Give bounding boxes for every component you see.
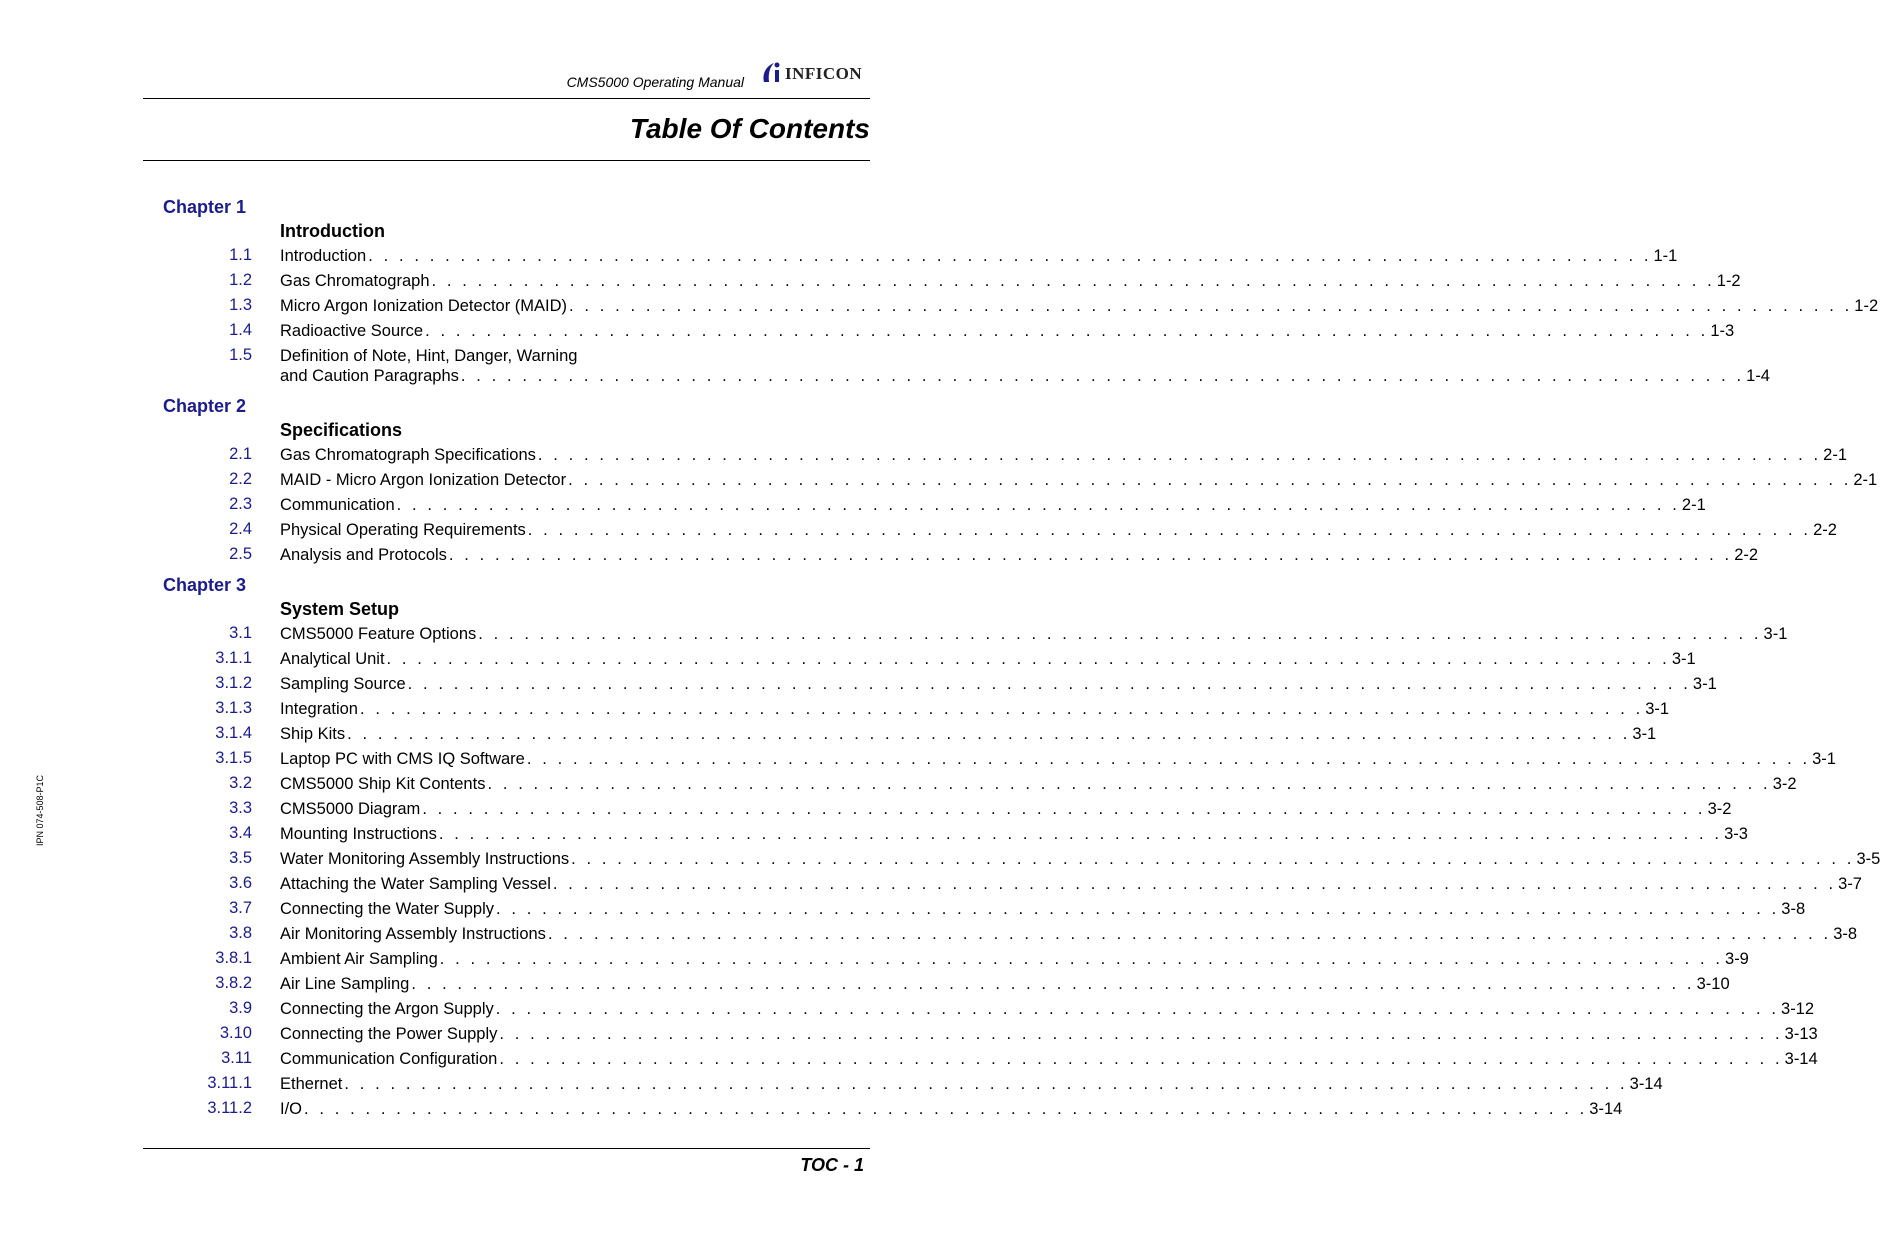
section-title: Micro Argon Ionization Detector (MAID)	[280, 297, 568, 315]
leader-row	[280, 949, 1749, 969]
section-title: Water Monitoring Assembly Instructions	[280, 850, 570, 868]
toc-entry-body	[280, 674, 1717, 694]
toc-entry[interactable]	[0, 697, 1670, 722]
leader-row	[280, 849, 1880, 869]
toc-entry[interactable]	[0, 947, 1749, 972]
toc-entry[interactable]	[0, 1097, 1623, 1122]
dot-leader: . . . . . . . . . . . . . . . . . . . . . . . . . . . . . . . . . . . . . . . . . . . . . . . . . . . . . . . . . . . . . . . . . . . . . . . . . . . . . . . . . . . .	[478, 625, 1762, 643]
leader-row	[280, 271, 1741, 291]
section-title: Analytical Unit	[280, 650, 385, 668]
section-number-link[interactable]: 3.9	[229, 999, 252, 1017]
toc-entry[interactable]	[0, 518, 1837, 543]
toc-entry-body	[280, 649, 1696, 669]
dot-leader: . . . . . . . . . . . . . . . . . . . . . . . . . . . . . . . . . . . . . . . . . . . . . . . . . . . . . . . . . . . . . . . . . . . . . . . . . . . . . . . . . . . .	[526, 750, 1811, 768]
toc-entry-body	[280, 699, 1670, 719]
dot-leader: . . . . . . . . . . . . . . . . . . . . . . . . . . . . . . . . . . . . . . . . . . . . . . . . . . . . . . . . . . . . . . . . . . . . . . . . . . . . . . . . . . . .	[547, 925, 1832, 943]
toc-entry[interactable]	[0, 797, 1732, 822]
page-reference: 3-14	[1589, 1100, 1623, 1118]
section-title: Communication	[280, 496, 395, 514]
page-reference: 2-1	[1853, 471, 1878, 489]
page-reference: 3-2	[1707, 800, 1732, 818]
dot-leader: . . . . . . . . . . . . . . . . . . . . . . . . . . . . . . . . . . . . . . . . . . . . . . . . . . . . . . . . . . . . . . . . . . . . . . . . . . . . . . . . . . . .	[487, 775, 1771, 793]
section-title: CMS5000 Diagram	[280, 800, 421, 818]
toc-entry[interactable]	[0, 344, 1770, 389]
toc-entry-body	[280, 999, 1815, 1019]
leader-row	[280, 470, 1878, 490]
toc-entry[interactable]	[0, 722, 1657, 747]
dot-leader: . . . . . . . . . . . . . . . . . . . . . . . . . . . . . . . . . . . . . . . . . . . . . . . . . . . . . . . . . . . . . . . . . . . . . . . . . . . . . . . . . . . .	[569, 297, 1853, 315]
leader-row	[280, 649, 1696, 669]
section-title: Introduction	[280, 247, 367, 265]
chapter-heading	[0, 572, 954, 598]
page-reference: 3-1	[1812, 750, 1836, 768]
leader-row	[280, 495, 1706, 515]
chapter-title	[0, 419, 954, 443]
toc-entry-body	[280, 774, 1797, 794]
page-reference: 1-3	[1710, 322, 1735, 340]
section-number-link[interactable]: 3.1.5	[215, 749, 252, 767]
section-number-link[interactable]: 3.8.2	[215, 974, 252, 992]
dot-leader: . . . . . . . . . . . . . . . . . . . . . . . . . . . . . . . . . . . . . . . . . . . . . . . . . . . . . . . . . . . . . . . . . . . . . . . . . . . . . . . . . . . .	[407, 675, 1691, 693]
section-title: Ship Kits	[280, 725, 346, 743]
toc-entry[interactable]	[0, 997, 1815, 1022]
page-reference: 2-2	[1813, 521, 1837, 539]
toc-entry[interactable]	[0, 1072, 1663, 1097]
toc-entry[interactable]	[0, 294, 1879, 319]
dot-leader: . . . . . . . . . . . . . . . . . . . . . . . . . . . . . . . . . . . . . . . . . . . . . . . . . . . . . . . . . . . . . . . . . . . . . . . . . . . . . . . . . . . .	[344, 1075, 1628, 1093]
section-title: Connecting the Power Supply	[280, 1025, 498, 1043]
page-reference: 3-1	[1763, 625, 1788, 643]
toc-entry-body	[280, 346, 1770, 386]
toc-entry-body	[280, 545, 1759, 565]
chapter-heading	[0, 194, 954, 220]
section-number-link[interactable]: 2.5	[229, 545, 252, 563]
leader-row	[280, 1074, 1663, 1094]
section-number-link[interactable]: 3.2	[229, 774, 252, 792]
leader-row	[280, 724, 1657, 744]
logo-wordmark: INFICON	[785, 64, 863, 83]
section-number-link[interactable]: 3.1	[229, 624, 252, 642]
toc-entry-body	[280, 1099, 1623, 1119]
section-title: Definition of Note, Hint, Danger, Warning	[280, 347, 578, 365]
leader-row	[280, 321, 1735, 341]
section-number-link[interactable]: 1.1	[229, 246, 252, 264]
toc-entry[interactable]	[0, 872, 1862, 897]
section-title: Analysis and Protocols	[280, 546, 447, 564]
chapter-title-text: Specifications	[280, 420, 403, 440]
section-title-continued: and Caution Paragraphs	[280, 367, 459, 385]
section-title: Connecting the Water Supply	[280, 900, 495, 918]
leader-row	[280, 749, 1836, 769]
section-title: Gas Chromatograph	[280, 272, 430, 290]
chapter-link[interactable]: Chapter 2	[163, 396, 247, 416]
leader-row	[280, 924, 1858, 944]
page-reference: 3-1	[1645, 700, 1670, 718]
toc-entry-body	[280, 974, 1730, 994]
dot-leader: . . . . . . . . . . . . . . . . . . . . . . . . . . . . . . . . . . . . . . . . . . . . . . . . . . . . . . . . . . . . . . . . . . . . . . . . . . . . . . . . . . . .	[304, 1100, 1588, 1118]
toc-entry-body	[280, 445, 1848, 465]
section-number-link[interactable]: 3.10	[219, 1024, 252, 1042]
section-title: Physical Operating Requirements	[280, 521, 526, 539]
toc-entry[interactable]	[0, 443, 1848, 468]
toc-entry-body	[280, 1024, 1818, 1044]
table-of-contents	[0, 194, 1880, 1126]
toc-entry-body	[280, 520, 1837, 540]
dot-leader: . . . . . . . . . . . . . . . . . . . . . . . . . . . . . . . . . . . . . . . . . . . . . . . . . . . . . . . . . . . . . . . . . . . . . . . . . . . . . . . . . . . .	[537, 446, 1822, 464]
toc-entry[interactable]	[0, 847, 1880, 872]
section-title: Attaching the Water Sampling Vessel	[280, 875, 551, 893]
toc-entry-body	[280, 624, 1788, 644]
toc-entry[interactable]	[0, 822, 1748, 847]
section-number-link[interactable]: 3.11.1	[207, 1074, 252, 1092]
leader-row	[280, 1049, 1818, 1069]
section-title: Gas Chromatograph Specifications	[280, 446, 536, 464]
dot-leader: . . . . . . . . . . . . . . . . . . . . . . . . . . . . . . . . . . . . . . . . . . . . . . . . . . . . . . . . . . . . . . . . . . . . . . . . . . . . . . . . . . . .	[425, 322, 1709, 340]
section-title: Ethernet	[280, 1075, 343, 1093]
section-number-link[interactable]: 3.11.2	[207, 1099, 252, 1117]
section-title: Sampling Source	[280, 675, 406, 693]
leader-row	[280, 824, 1748, 844]
toc-entry[interactable]	[0, 622, 1788, 647]
section-number-link[interactable]: 3.8.1	[215, 949, 252, 967]
dot-leader: . . . . . . . . . . . . . . . . . . . . . . . . . . . . . . . . . . . . . . . . . . . . . . . . . . . . . . . . . . . . . . . . . . . . . . . . . . . . . . . . . . . .	[431, 272, 1715, 290]
page-reference: 3-10	[1696, 975, 1730, 993]
leader-row	[280, 774, 1797, 794]
toc-entry-body	[280, 849, 1880, 869]
dot-leader: . . . . . . . . . . . . . . . . . . . . . . . . . . . . . . . . . . . . . . . . . . . . . . . . . . . . . . . . . . . . . . . . . . . . . . . . . . . . . . . . . . . .	[386, 650, 1670, 668]
page-reference: 3-5	[1856, 850, 1880, 868]
section-number-link[interactable]: 1.3	[229, 296, 252, 314]
page-reference: 2-2	[1734, 546, 1759, 564]
toc-entry[interactable]	[0, 922, 1858, 947]
leader-row	[280, 799, 1732, 819]
toc-entry-body	[280, 246, 1678, 266]
page-reference: 2-1	[1681, 496, 1706, 514]
page-reference: 3-1	[1671, 650, 1696, 668]
dot-leader: . . . . . . . . . . . . . . . . . . . . . . . . . . . . . . . . . . . . . . . . . . . . . . . . . . . . . . . . . . . . . . . . . . . . . . . . . . . . . . . . . . . .	[527, 521, 1812, 539]
dot-leader: . . . . . . . . . . . . . . . . . . . . . . . . . . . . . . . . . . . . . . . . . . . . . . . . . . . . . . . . . . . . . . . . . . . . . . . . . . . . . . . . . . . .	[396, 496, 1680, 514]
toc-entry[interactable]	[0, 468, 1878, 493]
page-reference: 3-8	[1781, 900, 1806, 918]
chapter-link[interactable]: Chapter 3	[163, 575, 247, 595]
toc-entry-body	[280, 271, 1741, 291]
leader-row	[280, 674, 1717, 694]
toc-entry[interactable]	[0, 747, 1836, 772]
page-reference: 2-1	[1823, 446, 1848, 464]
section-title: CMS5000 Ship Kit Contents	[280, 775, 486, 793]
page-reference: 3-2	[1772, 775, 1797, 793]
manual-title: CMS5000 Operating Manual	[566, 74, 744, 90]
page-reference: 1-2	[1854, 297, 1879, 315]
dot-leader: . . . . . . . . . . . . . . . . . . . . . . . . . . . . . . . . . . . . . . . . . . . . . . . . . . . . . . . . . . . . . . . . . . . . . . . . . . . . . . . . . . . .	[448, 546, 1733, 564]
section-number-link[interactable]: 3.1.3	[215, 699, 252, 717]
toc-entry-body	[280, 1074, 1663, 1094]
toc-entry[interactable]	[0, 319, 1735, 344]
section-title: Communication Configuration	[280, 1050, 498, 1068]
page-reference: 3-8	[1833, 925, 1858, 943]
chapter-title-text: System Setup	[280, 599, 400, 619]
leader-row	[280, 246, 1678, 266]
toc-entry[interactable]	[0, 972, 1730, 997]
leader-row	[280, 296, 1879, 316]
section-number-link[interactable]: 1.5	[229, 346, 252, 364]
section-number-link[interactable]: 2.1	[229, 445, 252, 463]
dot-leader: . . . . . . . . . . . . . . . . . . . . . . . . . . . . . . . . . . . . . . . . . . . . . . . . . . . . . . . . . . . . . . . . . . . . . . . . . . . . . . . . . . . .	[422, 800, 1706, 818]
leader-row	[280, 366, 1770, 386]
section-number-link[interactable]: 3.5	[229, 849, 252, 867]
section-title: Laptop PC with CMS IQ Software	[280, 750, 525, 768]
dot-leader: . . . . . . . . . . . . . . . . . . . . . . . . . . . . . . . . . . . . . . . . . . . . . . . . . . . . . . . . . . . . . . . . . . . . . . . . . . . . . . . . . . . .	[568, 471, 1852, 489]
leader-row	[280, 1024, 1818, 1044]
section-title: MAID - Micro Argon Ionization Detector	[280, 471, 567, 489]
section-number-link[interactable]: 2.4	[229, 520, 252, 538]
page-number: TOC - 1	[800, 1155, 864, 1175]
footer-rule	[143, 1148, 870, 1149]
page-reference: 3-1	[1632, 725, 1657, 743]
chapter-title	[0, 220, 954, 244]
dot-leader: . . . . . . . . . . . . . . . . . . . . . . . . . . . . . . . . . . . . . . . . . . . . . . . . . . . . . . . . . . . . . . . . . . . . . . . . . . . . . . . . . . . .	[495, 1000, 1780, 1018]
section-number-link[interactable]: 1.4	[229, 321, 252, 339]
section-title: CMS5000 Feature Options	[280, 625, 477, 643]
section-number-link[interactable]: 3.3	[229, 799, 252, 817]
page-reference: 1-4	[1746, 367, 1770, 385]
section-number-link[interactable]: 3.11	[221, 1049, 252, 1067]
section-title: Mounting Instructions	[280, 825, 437, 843]
chapter-title	[0, 598, 954, 622]
leader-row	[280, 899, 1806, 919]
dot-leader: . . . . . . . . . . . . . . . . . . . . . . . . . . . . . . . . . . . . . . . . . . . . . . . . . . . . . . . . . . . . . . . . . . . . . . . . . . . . . . . . . . . .	[496, 900, 1780, 918]
leader-row	[280, 545, 1759, 565]
chapter-link[interactable]: Chapter 1	[163, 197, 247, 217]
inficon-logo	[758, 60, 874, 86]
page-reference: 3-9	[1725, 950, 1749, 968]
title-rule	[143, 160, 870, 161]
section-title: Connecting the Argon Supply	[280, 1000, 494, 1018]
section-title: Air Monitoring Assembly Instructions	[280, 925, 546, 943]
dot-leader: . . . . . . . . . . . . . . . . . . . . . . . . . . . . . . . . . . . . . . . . . . . . . . . . . . . . . . . . . . . . . . . . . . . . . . . . . . . . . . . . . . . .	[571, 850, 1855, 868]
section-number-link[interactable]: 2.2	[229, 470, 252, 488]
page-reference: 1-2	[1716, 272, 1741, 290]
toc-entry[interactable]	[0, 493, 1706, 518]
page-reference: 3-7	[1838, 875, 1862, 893]
section-number-link[interactable]: 3.7	[229, 899, 252, 917]
toc-entry[interactable]	[0, 543, 1759, 568]
page-reference: 3-12	[1781, 1000, 1815, 1018]
leader-row	[280, 999, 1815, 1019]
toc-entry[interactable]	[0, 1022, 1818, 1047]
page-reference: 1-1	[1653, 247, 1678, 265]
section-title: Radioactive Source	[280, 322, 424, 340]
chapter-title-text: Introduction	[280, 221, 385, 241]
page-reference: 3-13	[1784, 1025, 1818, 1043]
leader-row	[280, 874, 1862, 894]
section-title: I/O	[280, 1100, 303, 1118]
document-code: IPN 074-508-P1C	[35, 774, 45, 846]
toc-entry-body	[280, 1049, 1818, 1069]
section-number-link[interactable]: 3.8	[229, 924, 252, 942]
leader-row	[280, 445, 1848, 465]
page-reference: 3-3	[1724, 825, 1748, 843]
section-number-link[interactable]: 2.3	[229, 495, 252, 513]
dot-leader: . . . . . . . . . . . . . . . . . . . . . . . . . . . . . . . . . . . . . . . . . . . . . . . . . . . . . . . . . . . . . . . . . . . . . . . . . . . . . . . . . . . .	[499, 1050, 1783, 1068]
section-title: Air Line Sampling	[280, 975, 410, 993]
toc-entry[interactable]	[0, 672, 1717, 697]
toc-entry-body	[280, 874, 1862, 894]
toc-entry[interactable]	[0, 1047, 1818, 1072]
inficon-logo-icon	[758, 60, 784, 86]
toc-entry-body	[280, 495, 1706, 515]
toc-entry[interactable]	[0, 244, 1678, 269]
section-title: Ambient Air Sampling	[280, 950, 438, 968]
toc-entry[interactable]	[0, 647, 1696, 672]
leader-row	[280, 520, 1837, 540]
leader-row	[280, 1099, 1623, 1119]
page-title: Table Of Contents	[629, 113, 870, 144]
dot-leader: . . . . . . . . . . . . . . . . . . . . . . . . . . . . . . . . . . . . . . . . . . . . . . . . . . . . . . . . . . . . . . . . . . . . . . . . . . . . . . . . . . . .	[411, 975, 1695, 993]
page-reference: 3-1	[1692, 675, 1717, 693]
section-number-link[interactable]: 3.1.2	[215, 674, 252, 692]
dot-leader: . . . . . . . . . . . . . . . . . . . . . . . . . . . . . . . . . . . . . . . . . . . . . . . . . . . . . . . . . . . . . . . . . . . . . . . . . . . . . . . . . . . .	[359, 700, 1644, 718]
toc-entry-body	[280, 924, 1858, 944]
chapter-heading	[0, 393, 954, 419]
dot-leader: . . . . . . . . . . . . . . . . . . . . . . . . . . . . . . . . . . . . . . . . . . . . . . . . . . . . . . . . . . . . . . . . . . . . . . . . . . . . . . . . . . . .	[552, 875, 1837, 893]
toc-entry-body	[280, 296, 1879, 316]
leader-row	[280, 624, 1788, 644]
chapter-spacer	[0, 1122, 954, 1126]
toc-entry[interactable]	[0, 772, 1797, 797]
dot-leader: . . . . . . . . . . . . . . . . . . . . . . . . . . . . . . . . . . . . . . . . . . . . . . . . . . . . . . . . . . . . . . . . . . . . . . . . . . . . . . . . . . . .	[439, 950, 1724, 968]
page-reference: 3-14	[1629, 1075, 1663, 1093]
section-number-link[interactable]: 3.1.1	[215, 649, 252, 667]
dot-leader: . . . . . . . . . . . . . . . . . . . . . . . . . . . . . . . . . . . . . . . . . . . . . . . . . . . . . . . . . . . . . . . . . . . . . . . . . . . . . . . . . . . .	[438, 825, 1723, 843]
header-rule	[143, 98, 870, 99]
toc-entry-body	[280, 724, 1657, 744]
toc-entry[interactable]	[0, 897, 1806, 922]
section-number-link[interactable]: 3.4	[229, 824, 252, 842]
toc-entry-body	[280, 749, 1836, 769]
dot-leader: . . . . . . . . . . . . . . . . . . . . . . . . . . . . . . . . . . . . . . . . . . . . . . . . . . . . . . . . . . . . . . . . . . . . . . . . . . . . . . . . . . . .	[499, 1025, 1783, 1043]
toc-entry-body	[280, 824, 1748, 844]
leader-row	[280, 974, 1730, 994]
toc-entry-body	[280, 949, 1749, 969]
leader-row	[280, 699, 1670, 719]
section-number-link[interactable]: 3.6	[229, 874, 252, 892]
page-reference: 3-14	[1784, 1050, 1818, 1068]
dot-leader: . . . . . . . . . . . . . . . . . . . . . . . . . . . . . . . . . . . . . . . . . . . . . . . . . . . . . . . . . . . . . . . . . . . . . . . . . . . . . . . . . . . .	[460, 367, 1745, 385]
dot-leader: . . . . . . . . . . . . . . . . . . . . . . . . . . . . . . . . . . . . . . . . . . . . . . . . . . . . . . . . . . . . . . . . . . . . . . . . . . . . . . . . . . . .	[347, 725, 1631, 743]
section-number-link[interactable]: 3.1.4	[215, 724, 252, 742]
section-title: Integration	[280, 700, 358, 718]
toc-entry[interactable]	[0, 269, 1741, 294]
dot-leader: . . . . . . . . . . . . . . . . . . . . . . . . . . . . . . . . . . . . . . . . . . . . . . . . . . . . . . . . . . . . . . . . . . . . . . . . . . . . . . . . . . . .	[368, 247, 1652, 265]
toc-entry-body	[280, 899, 1806, 919]
toc-entry-body	[280, 799, 1732, 819]
toc-entry-body	[280, 321, 1735, 341]
section-number-link[interactable]: 1.2	[229, 271, 252, 289]
toc-entry-body	[280, 470, 1878, 490]
